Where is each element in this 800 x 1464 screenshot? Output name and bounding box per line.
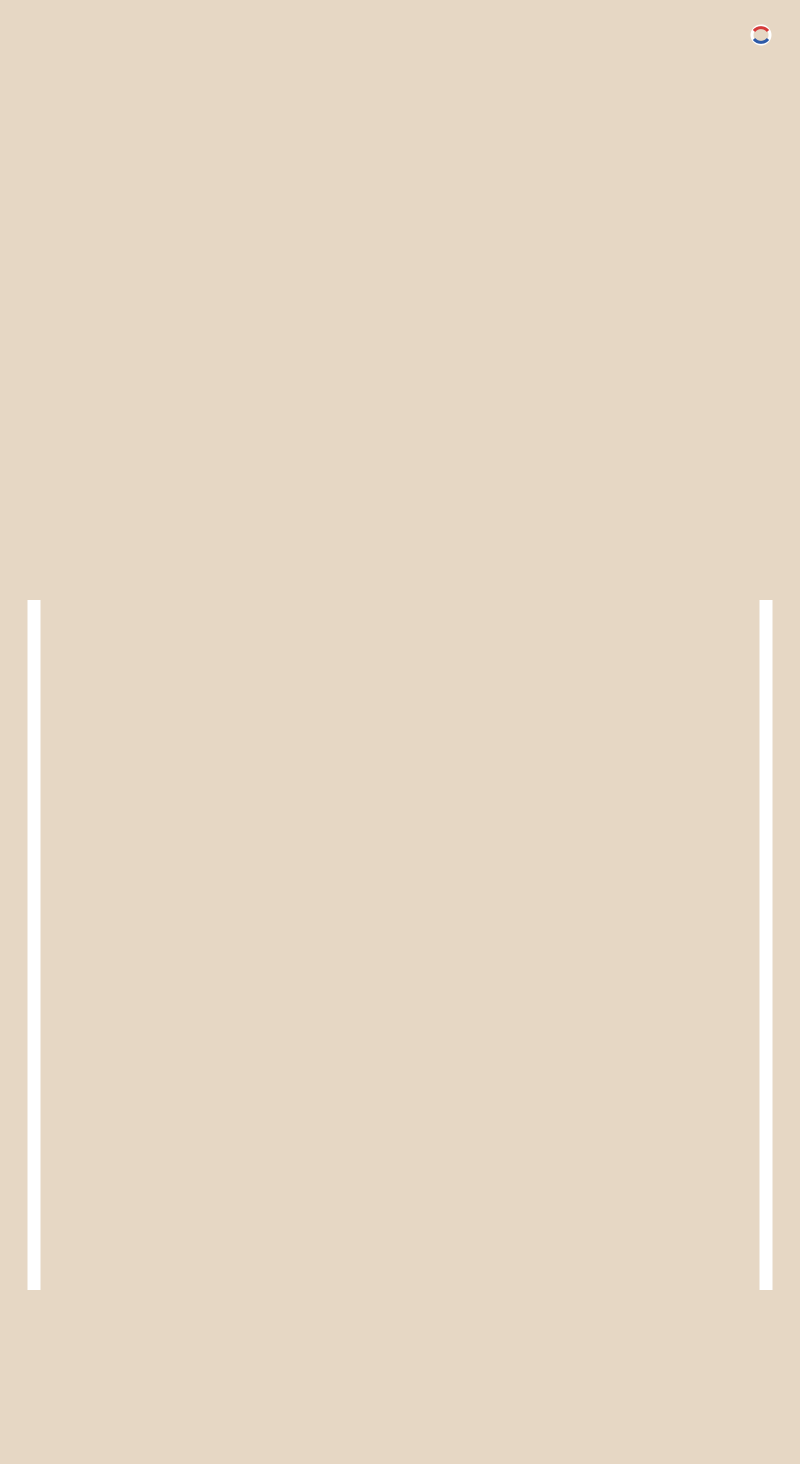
right-column: [410, 612, 770, 624]
content-frame: [34, 600, 766, 1290]
brand-logo: [750, 24, 778, 46]
brand-mark-icon: [750, 24, 772, 46]
